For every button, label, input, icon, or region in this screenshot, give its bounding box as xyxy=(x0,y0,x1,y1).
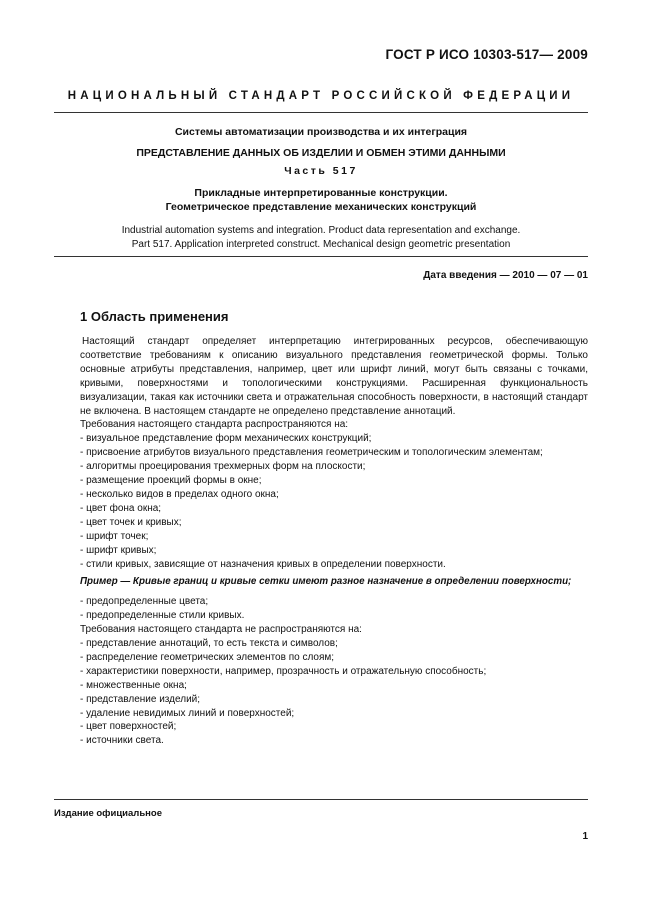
page-number: 1 xyxy=(582,831,588,842)
list-item: - распределение геометрических элементов по слоям; xyxy=(80,651,335,663)
title-main: ПРЕДСТАВЛЕНИЕ ДАННЫХ ОБ ИЗДЕЛИИ И ОБМЕН ЭТИМИ ДАННЫМИ xyxy=(136,147,506,159)
list-item: - цвет фона окна; xyxy=(80,502,162,514)
applies-intro: Требования настоящего стандарта распространяются на: xyxy=(80,419,349,431)
list-item: - цвет точек и кривых; xyxy=(80,516,182,528)
list-item: - визуальное представление форм механических конструкций; xyxy=(80,433,372,445)
list-item: - характеристики поверхности, например, прозрачность и отражательную способность; xyxy=(80,665,487,677)
english-line-1: Industrial automation systems and integration. Product data representation and exchange. xyxy=(121,225,521,236)
list-item: - цвет поверхностей; xyxy=(80,721,177,733)
title-part: Часть 517 xyxy=(284,165,358,177)
list-item: - представление изделий; xyxy=(80,693,201,705)
title-rule xyxy=(54,256,588,257)
list-item: - несколько видов в пределах одного окна; xyxy=(80,488,279,500)
header-rule xyxy=(54,112,588,113)
not-applies-list xyxy=(80,637,588,748)
example-note: Пример — Кривые границ и кривые сетки имеют разное назначение в определении поверхности; xyxy=(80,576,572,588)
section-heading: 1 Область применения xyxy=(80,309,229,324)
document-number: ГОСТ Р ИСО 10303-517— 2009 xyxy=(385,47,588,62)
english-line-2: Part 517. Application interpreted construct. Mechanical design geometric presentation xyxy=(131,238,511,250)
list-item: - размещение проекций формы в окне; xyxy=(80,475,262,487)
applies-list-2 xyxy=(80,595,588,623)
subtitle-line-1: Прикладные интерпретированные конструкции. xyxy=(194,187,448,199)
list-item: - удаление невидимых линий и поверхностей; xyxy=(80,707,295,719)
not-applies-intro: Требования настоящего стандарта не распространяются на: xyxy=(80,624,362,636)
list-item: - алгоритмы проецирования трехмерных форм на плоскости; xyxy=(80,461,366,473)
list-item: - источники света. xyxy=(80,735,164,747)
applies-list xyxy=(80,432,588,571)
list-item: - предопределенные цвета; xyxy=(80,596,209,608)
list-item: - множественные окна; xyxy=(80,679,187,691)
list-item: - стили кривых, зависящие от назначения кривых в определении поверхности. xyxy=(80,558,446,570)
list-item: - присвоение атрибутов визуального представления геометрическим и топологическим элементам; xyxy=(80,447,543,459)
subtitle-line-2: Геометрическое представление механических конструкций xyxy=(165,201,477,213)
english-title xyxy=(54,224,588,251)
list-item: - представление аннотаций, то есть текста и символов; xyxy=(80,638,338,650)
section-body xyxy=(80,335,588,748)
official-edition-label: Издание официальное xyxy=(54,808,162,819)
national-standard-title: НАЦИОНАЛЬНЫЙ СТАНДАРТ РОССИЙСКОЙ ФЕДЕРАЦИИ xyxy=(67,90,575,102)
list-item: - шрифт кривых; xyxy=(80,544,157,556)
introduction-date: Дата введения — 2010 — 07 — 01 xyxy=(423,270,588,281)
list-item: - шрифт точек; xyxy=(80,530,149,542)
footer-rule xyxy=(54,799,588,800)
title-subtitle xyxy=(54,186,588,214)
title-systems: Системы автоматизации производства и их интеграция xyxy=(174,126,468,138)
list-item: - предопределенные стили кривых. xyxy=(80,610,245,622)
scope-paragraph: Настоящий стандарт определяет интерпретацию интегрированных ресурсов, обеспечивающую соответствие требованиям к описанию визуального представления геометрической формы. Только основные атрибуты представления, например, цвет или шрифт линий, могут быть связаны с точками, кривыми, поверхностями и топологическими конструкциями. Расширенная функциональность визуализации, такая как источники света и отражательная способность поверхности, в настоящий стандарт не включена. В настоящем стандарте не определено представление аннотаций. xyxy=(80,336,588,417)
